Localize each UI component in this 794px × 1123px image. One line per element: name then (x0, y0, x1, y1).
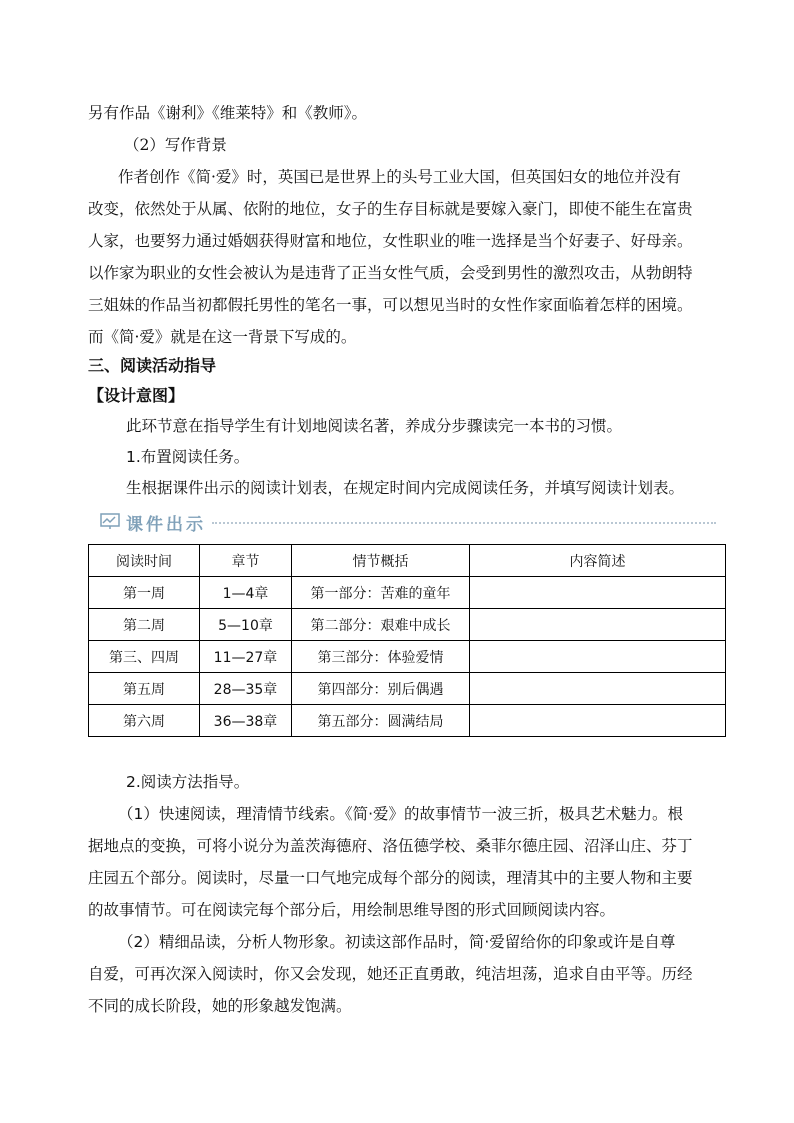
table-row (89, 577, 726, 609)
table-cell: 36—38章 (200, 705, 292, 737)
table-cell: 第三、四周 (89, 641, 200, 673)
background-line: 以作家为职业的女性会被认为是违背了正当女性气质，会受到男性的激烈攻击，从勃朗特 (88, 264, 693, 282)
background-line: 改变，依然处于从属、依附的地位，女子的生存目标就是要嫁入豪门，即使不能生在富贵 (88, 200, 693, 218)
table-cell[interactable] (470, 577, 726, 609)
table-cell[interactable] (470, 673, 726, 705)
header-cell: 内容简述 (470, 545, 726, 577)
method-1-line: 庄园五个部分。阅读时，尽量一口气地完成每个部分的阅读，理清其中的主要人物和主要 (88, 869, 693, 887)
table-header-row (89, 545, 726, 577)
table-row (89, 609, 726, 641)
background-line: 三姐妹的作品当初都假托男性的笔名一事，可以想见当时的女性作家面临着怎样的困境。 (88, 296, 693, 314)
method-2-line: 自爱，可再次深入阅读时，你又会发现，她还正直勇敢，纯洁坦荡，追求自由平等。历经 (88, 965, 693, 983)
step-1-heading: 1.布置阅读任务。 (126, 448, 250, 466)
table-cell[interactable] (470, 705, 726, 737)
section-heading: 三、阅读活动指导 (88, 356, 217, 375)
background-line: 而《简·爱》就是在这一背景下写成的。 (88, 328, 357, 346)
background-line: 人家，也要努力通过婚姻获得财富和地位，女性职业的唯一选择是当个好妻子、好母亲。 (88, 232, 693, 250)
method-1-line: （1）快速阅读，理清情节线索。《简·爱》的故事情节一波三折，极具艺术魅力。根 (118, 805, 684, 823)
method-2-line: 不同的成长阶段，她的形象越发饱满。 (88, 997, 352, 1015)
header-cell: 章节 (200, 545, 292, 577)
table-cell: 1—4章 (200, 577, 292, 609)
table-cell: 第三部分：体验爱情 (292, 641, 470, 673)
table-cell: 第五周 (89, 673, 200, 705)
reading-plan-table (88, 544, 726, 737)
table-cell: 5—10章 (200, 609, 292, 641)
slideshow-chart-icon (100, 513, 120, 529)
table-cell: 28—35章 (200, 673, 292, 705)
header-cell: 阅读时间 (89, 545, 200, 577)
table-cell[interactable] (470, 641, 726, 673)
table-row (89, 641, 726, 673)
method-1-line: 的故事情节。可在阅读完每个部分后，用绘制思维导图的形式回顾阅读内容。 (88, 901, 616, 919)
table-row (89, 673, 726, 705)
table-cell: 第六周 (89, 705, 200, 737)
step-2-heading: 2.阅读方法指导。 (126, 773, 250, 791)
table-cell: 11—27章 (200, 641, 292, 673)
table-cell: 第一周 (89, 577, 200, 609)
background-line: 作者创作《简·爱》时，英国已是世界上的头号工业大国，但英国妇女的地位并没有 (118, 168, 681, 186)
table-cell: 第二周 (89, 609, 200, 641)
method-1-line: 据地点的变换，可将小说分为盖茨海德府、洛伍德学校、桑菲尔德庄园、沼泽山庄、芬丁 (88, 837, 693, 855)
banner-divider (212, 522, 716, 524)
design-intent-heading: 【设计意图】 (88, 386, 185, 405)
table-cell: 第五部分：圆满结局 (292, 705, 470, 737)
method-2-line: （2）精细品读，分析人物形象。初读这部作品时，简·爱留给你的印象或许是自尊 (118, 933, 676, 951)
banner-label: 课件出示 (126, 515, 206, 535)
courseware-banner (100, 508, 716, 536)
design-intent-text: 此环节意在指导学生有计划地阅读名著，养成分步骤读完一本书的习惯。 (126, 417, 623, 435)
table-cell: 第一部分：苦难的童年 (292, 577, 470, 609)
table-cell: 第四部分：别后偶遇 (292, 673, 470, 705)
table-cell[interactable] (470, 609, 726, 641)
background-heading: （2）写作背景 (124, 136, 227, 154)
header-cell: 情节概括 (292, 545, 470, 577)
step-1-text: 生根据课件出示的阅读计划表，在规定时间内完成阅读任务，并填写阅读计划表。 (126, 479, 685, 497)
intro-line: 另有作品《谢利》《维莱特》和《教师》。 (88, 104, 368, 122)
table-row (89, 705, 726, 737)
table-cell: 第二部分：艰难中成长 (292, 609, 470, 641)
